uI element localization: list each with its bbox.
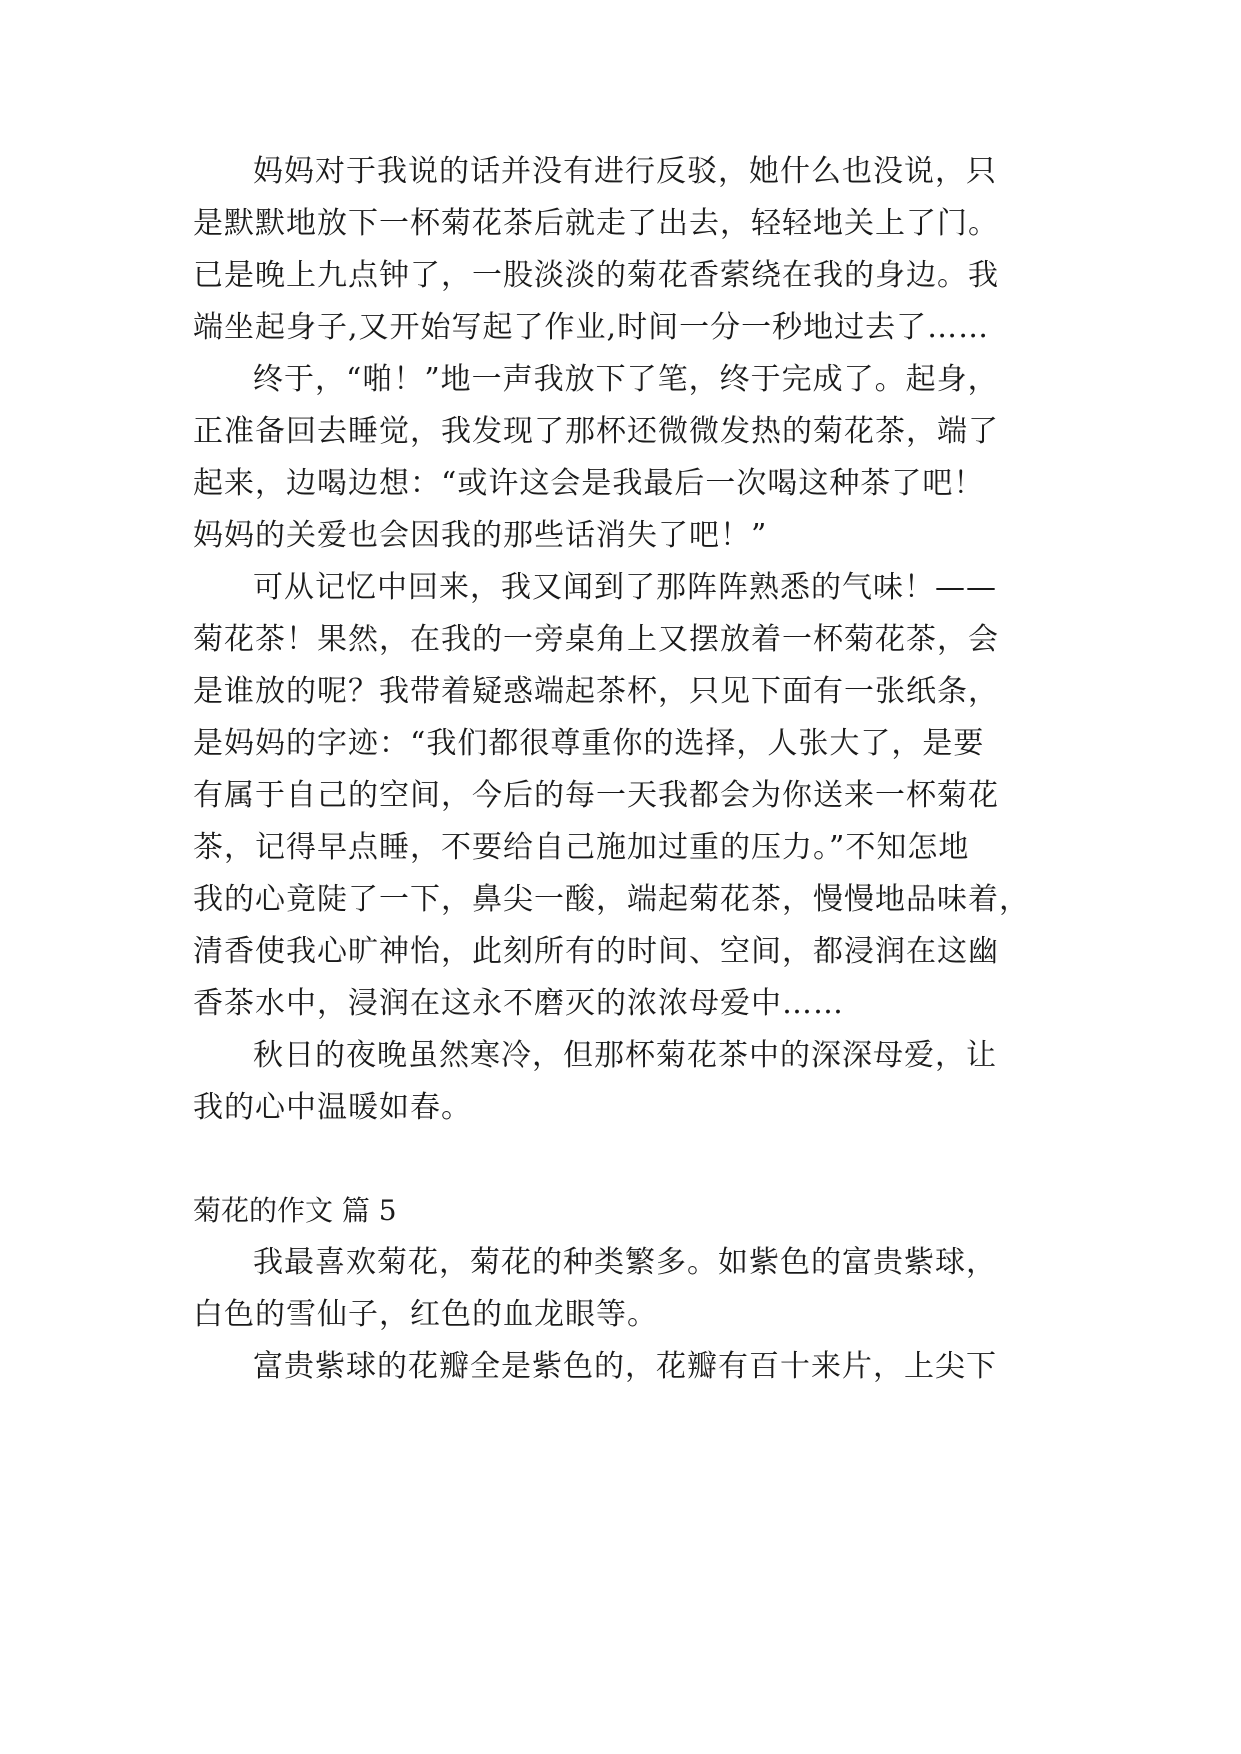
paragraph-2-line-2: 正准备回去睡觉，我发现了那杯还微微发热的菊花茶，端了	[193, 414, 999, 449]
paragraph-3-line-4: 是妈妈的字迹：“我们都很尊重你的选择，人张大了，是要	[193, 726, 985, 761]
paragraph-1-line-3: 已是晚上九点钟了，一股淡淡的菊花香萦绕在我的身边。我	[193, 258, 999, 293]
section-paragraph-1-line-2: 白色的雪仙子，红色的血龙眼等。	[193, 1297, 658, 1332]
paragraph-3-line-1: 可从记忆中回来，我又闻到了那阵阵熟悉的气味！——	[253, 570, 997, 605]
paragraph-3-line-2: 菊花茶！果然，在我的一旁桌角上又摆放着一杯菊花茶，会	[193, 622, 999, 657]
paragraph-3-line-6: 茶，记得早点睡，不要给自己施加过重的压力。”不知怎地	[193, 830, 970, 865]
paragraph-1-line-1: 妈妈对于我说的话并没有进行反驳，她什么也没说，只	[253, 154, 997, 189]
paragraph-4-line-2: 我的心中温暖如春。	[193, 1090, 472, 1125]
section-heading: 菊花的作文 篇 5	[193, 1194, 397, 1227]
paragraph-1-line-2: 是默默地放下一杯菊花茶后就走了出去，轻轻地关上了门。	[193, 206, 999, 241]
section-paragraph-1-line-1: 我最喜欢菊花，菊花的种类繁多。如紫色的富贵紫球，	[253, 1245, 997, 1280]
paragraph-3-line-5: 有属于自己的空间，今后的每一天我都会为你送来一杯菊花	[193, 778, 999, 813]
paragraph-3-line-8: 清香使我心旷神怡，此刻所有的时间、空间，都浸润在这幽	[193, 934, 999, 969]
paragraph-4-line-1: 秋日的夜晚虽然寒冷，但那杯菊花茶中的深深母爱，让	[253, 1038, 997, 1073]
section-paragraph-2-line-1: 富贵紫球的花瓣全是紫色的，花瓣有百十来片，上尖下	[253, 1349, 997, 1384]
paragraph-3-line-3: 是谁放的呢？我带着疑惑端起茶杯，只见下面有一张纸条，	[193, 674, 999, 709]
paragraph-1-line-4: 端坐起身子,又开始写起了作业,时间一分一秒地过去了……	[193, 310, 990, 345]
paragraph-2-line-4: 妈妈的关爱也会因我的那些话消失了吧！”	[193, 518, 768, 553]
paragraph-2-line-1: 终于，“啪！”地一声我放下了笔，终于完成了。起身，	[253, 362, 999, 397]
paragraph-3-line-7: 我的心竟陡了一下，鼻尖一酸，端起菊花茶，慢慢地品味着，	[193, 882, 1030, 917]
paragraph-3-line-9: 香茶水中，浸润在这永不磨灭的浓浓母爱中……	[193, 986, 844, 1021]
paragraph-2-line-3: 起来，边喝边想：“或许这会是我最后一次喝这种茶了吧！	[193, 466, 985, 501]
